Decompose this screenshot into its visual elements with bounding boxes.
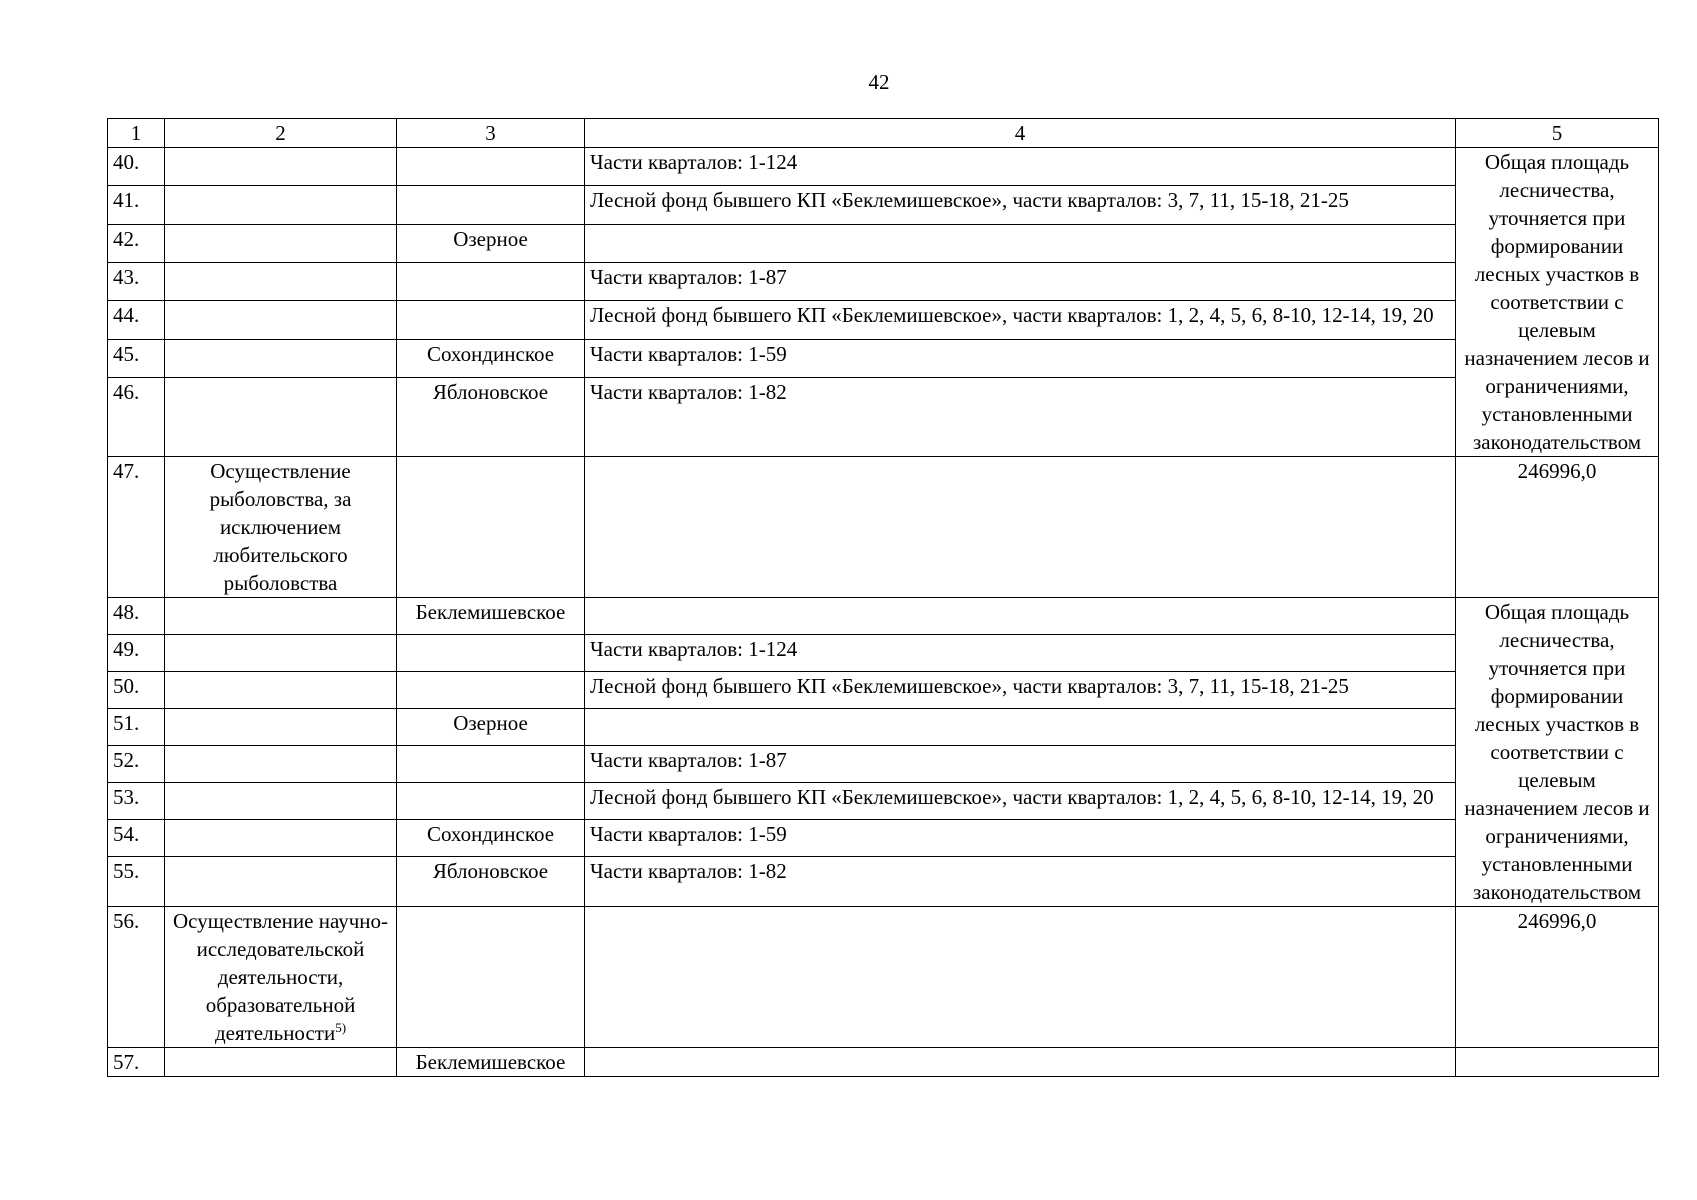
activity-cell	[165, 186, 397, 224]
row-number: 52.	[108, 746, 165, 783]
quarters-cell: Части кварталов: 1-87	[585, 746, 1456, 783]
quarters-cell	[585, 1048, 1456, 1077]
row-number: 41.	[108, 186, 165, 224]
forestry-cell: Сохондинское	[397, 820, 585, 857]
row-number: 49.	[108, 635, 165, 672]
forestry-cell: Яблоновское	[397, 378, 585, 457]
activity-cell	[165, 783, 397, 820]
activity-text: Осуществление научно-исследовательской деятельности, образовательной деятельности	[173, 909, 388, 1045]
quarters-cell: Части кварталов: 1-124	[585, 148, 1456, 186]
row-number: 57.	[108, 1048, 165, 1077]
table-row	[108, 301, 1659, 339]
header-cell: 4	[585, 119, 1456, 148]
row-number: 56.	[108, 907, 165, 1048]
table-header-row	[108, 119, 1659, 148]
row-number: 46.	[108, 378, 165, 457]
activity-cell	[165, 262, 397, 300]
quarters-cell: Части кварталов: 1-59	[585, 339, 1456, 377]
activity-cell	[165, 1048, 397, 1077]
table-row	[108, 378, 1659, 457]
row-number: 53.	[108, 783, 165, 820]
forestry-cell	[397, 672, 585, 709]
table-row	[108, 783, 1659, 820]
forestry-cell: Яблоновское	[397, 857, 585, 907]
table-row	[108, 186, 1659, 224]
row-number: 48.	[108, 598, 165, 635]
table-row	[108, 457, 1659, 598]
table-row	[108, 262, 1659, 300]
activity-cell	[165, 907, 397, 1048]
forestry-table	[107, 118, 1659, 1077]
quarters-cell	[585, 907, 1456, 1048]
quarters-cell: Части кварталов: 1-82	[585, 378, 1456, 457]
activity-cell	[165, 672, 397, 709]
forestry-cell	[397, 301, 585, 339]
activity-cell	[165, 857, 397, 907]
activity-cell	[165, 339, 397, 377]
row-number: 44.	[108, 301, 165, 339]
header-cell: 3	[397, 119, 585, 148]
row-number: 43.	[108, 262, 165, 300]
table-row	[108, 857, 1659, 907]
row-number: 50.	[108, 672, 165, 709]
forestry-cell	[397, 148, 585, 186]
activity-cell	[165, 820, 397, 857]
forestry-cell	[397, 907, 585, 1048]
table-row	[108, 598, 1659, 635]
table-row	[108, 224, 1659, 262]
quarters-cell: Части кварталов: 1-59	[585, 820, 1456, 857]
forestry-cell: Озерное	[397, 709, 585, 746]
activity-cell	[165, 598, 397, 635]
forestry-cell: Озерное	[397, 224, 585, 262]
table-row	[108, 709, 1659, 746]
activity-cell	[165, 635, 397, 672]
table-row	[108, 672, 1659, 709]
quarters-cell: Лесной фонд бывшего КП «Беклемишевское», части кварталов: 1, 2, 4, 5, 6, 8-10, 12-14, 19, 20	[585, 301, 1456, 339]
activity-cell: Осуществление рыболовства, за исключением любительского рыболовства	[165, 457, 397, 598]
activity-cell	[165, 746, 397, 783]
forestry-cell: Беклемишевское	[397, 598, 585, 635]
forestry-cell	[397, 457, 585, 598]
row-number: 51.	[108, 709, 165, 746]
activity-cell	[165, 148, 397, 186]
activity-cell	[165, 224, 397, 262]
table-row	[108, 1048, 1659, 1077]
header-cell: 2	[165, 119, 397, 148]
area-value-cell: 246996,0	[1456, 457, 1659, 598]
forestry-cell	[397, 262, 585, 300]
header-cell: 5	[1456, 119, 1659, 148]
activity-cell	[165, 301, 397, 339]
row-number: 40.	[108, 148, 165, 186]
table-row	[108, 820, 1659, 857]
quarters-cell: Лесной фонд бывшего КП «Беклемишевское», части кварталов: 3, 7, 11, 15-18, 21-25	[585, 186, 1456, 224]
area-value-cell	[1456, 1048, 1659, 1077]
forestry-cell	[397, 186, 585, 224]
row-number: 45.	[108, 339, 165, 377]
table-row	[108, 148, 1659, 186]
quarters-cell	[585, 457, 1456, 598]
forestry-cell	[397, 635, 585, 672]
quarters-cell	[585, 224, 1456, 262]
quarters-cell: Лесной фонд бывшего КП «Беклемишевское», части кварталов: 1, 2, 4, 5, 6, 8-10, 12-14, 19, 20	[585, 783, 1456, 820]
quarters-cell	[585, 598, 1456, 635]
quarters-cell: Части кварталов: 1-124	[585, 635, 1456, 672]
row-number: 55.	[108, 857, 165, 907]
header-cell: 1	[108, 119, 165, 148]
area-note-cell: Общая площадь лесничества, уточняется при формировании лесных участков в соответствии с целевым назначением лесов и ограничениями, установленными законодательством	[1456, 598, 1659, 907]
table-row	[108, 635, 1659, 672]
page-number: 42	[868, 70, 890, 94]
forestry-cell: Сохондинское	[397, 339, 585, 377]
table-row	[108, 907, 1659, 1048]
footnote-marker: 5)	[335, 1020, 347, 1035]
quarters-cell	[585, 709, 1456, 746]
area-note-cell: Общая площадь лесничества, уточняется при формировании лесных участков в соответствии с целевым назначением лесов и ограничениями, установленными законодательством	[1456, 148, 1659, 457]
area-value-cell: 246996,0	[1456, 907, 1659, 1048]
row-number: 42.	[108, 224, 165, 262]
forestry-cell: Беклемишевское	[397, 1048, 585, 1077]
quarters-cell: Лесной фонд бывшего КП «Беклемишевское», части кварталов: 3, 7, 11, 15-18, 21-25	[585, 672, 1456, 709]
activity-cell	[165, 709, 397, 746]
table-row	[108, 339, 1659, 377]
forestry-cell	[397, 783, 585, 820]
table-row	[108, 746, 1659, 783]
quarters-cell: Части кварталов: 1-87	[585, 262, 1456, 300]
activity-cell	[165, 378, 397, 457]
forestry-cell	[397, 746, 585, 783]
row-number: 47.	[108, 457, 165, 598]
quarters-cell: Части кварталов: 1-82	[585, 857, 1456, 907]
row-number: 54.	[108, 820, 165, 857]
